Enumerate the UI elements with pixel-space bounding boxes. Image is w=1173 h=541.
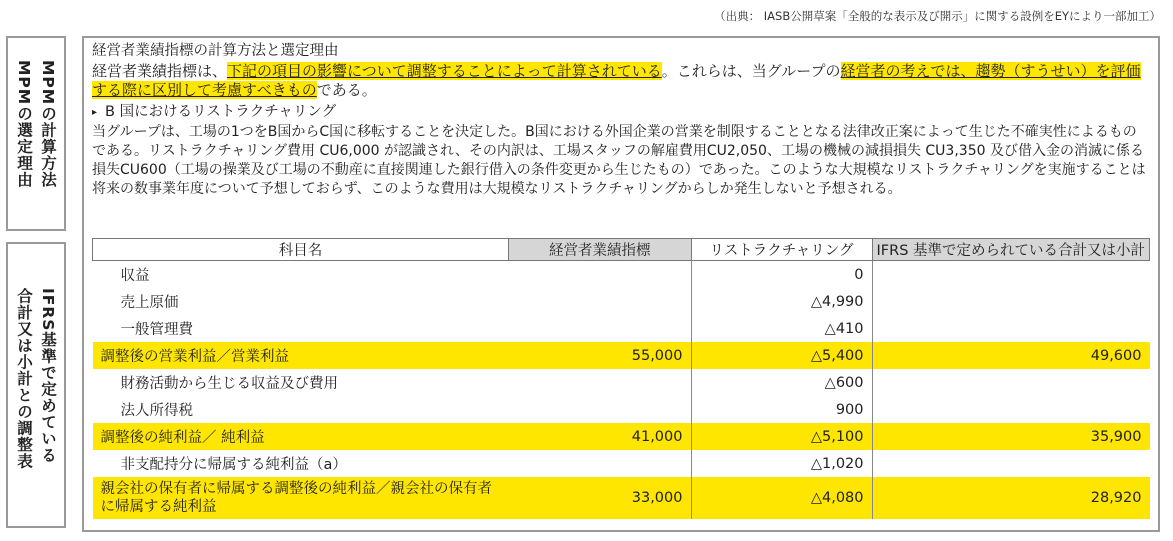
table-row <box>93 288 1150 315</box>
intro-highlight-1: 下記の項目の影響について調整することによって計算されている <box>227 61 662 80</box>
cell-mpm <box>509 396 692 423</box>
side-label-mpm-line2: MPMの選定理由 <box>15 60 33 188</box>
bullet-heading <box>92 103 1150 124</box>
cell-account: 法人所得税 <box>120 403 193 419</box>
side-label-mpm-line1: MPMの計算方法 <box>39 60 57 188</box>
cell-restructuring: △410 <box>691 315 872 342</box>
table-row <box>93 315 1150 342</box>
cell-mpm <box>509 450 692 477</box>
cell-mpm: 41,000 <box>509 423 692 450</box>
intro-text-2: 。これらは、当グループの <box>661 61 841 80</box>
cell-ifrs <box>872 396 1150 423</box>
table-row <box>93 396 1150 423</box>
cell-restructuring: 900 <box>691 396 872 423</box>
cell-account: 非支配持分に帰属する純利益（a） <box>120 457 347 473</box>
cell-account: 売上原価 <box>120 295 179 311</box>
cell-restructuring: △5,100 <box>691 423 872 450</box>
intro-text-1: 経営者業績指標は、 <box>92 61 228 80</box>
explanation-block <box>92 42 1150 199</box>
header-mpm: 経営者業績指標 <box>509 239 692 261</box>
table-row <box>93 369 1150 396</box>
cell-ifrs <box>872 369 1150 396</box>
cell-restructuring: △600 <box>691 369 872 396</box>
cell-ifrs <box>872 261 1150 289</box>
table-row <box>93 261 1150 289</box>
table-body <box>93 261 1150 520</box>
cell-restructuring: 0 <box>691 261 872 289</box>
cell-ifrs <box>872 288 1150 315</box>
cell-restructuring: △4,080 <box>691 477 872 519</box>
header-restructuring: リストラクチャリング <box>691 239 872 261</box>
intro-paragraph <box>92 62 1150 101</box>
cell-ifrs: 49,600 <box>872 342 1150 369</box>
table-header-row <box>93 239 1150 261</box>
table-row <box>93 450 1150 477</box>
side-label-mpm-text <box>12 38 60 188</box>
intro-text-3: である。 <box>316 81 377 99</box>
cell-restructuring: △1,020 <box>691 450 872 477</box>
section-title: 経営者業績指標の計算方法と選定理由 <box>92 43 339 59</box>
cell-account: 収益 <box>120 268 150 284</box>
cell-account: 一般管理費 <box>120 322 193 338</box>
side-label-mpm-method <box>6 36 66 231</box>
side-label-recon-text <box>12 244 60 470</box>
table-row <box>93 477 1150 519</box>
cell-restructuring: △4,990 <box>691 288 872 315</box>
reconciliation-table <box>92 238 1150 519</box>
side-label-reconciliation <box>6 242 66 528</box>
cell-mpm <box>509 261 692 289</box>
cell-ifrs <box>872 450 1150 477</box>
cell-ifrs: 35,900 <box>872 423 1150 450</box>
main-panel <box>82 36 1160 532</box>
header-account: 科目名 <box>93 239 509 261</box>
triangle-bullet-icon: ▸ <box>92 106 98 118</box>
cell-account: 調整後の営業利益／営業利益 <box>93 342 509 369</box>
table-row <box>93 423 1150 450</box>
source-note: （出典： IASB公開草案「全般的な表示及び開示」に関する設例をEYにより一部加工） <box>714 9 1161 23</box>
header-ifrs: IFRS 基準で定められている合計又は小計 <box>872 239 1150 261</box>
intro-highlight-2: 経営者の考えでは、趨勢（すうせい）を評価する際に区別して考慮すべきもの <box>92 61 1141 99</box>
cell-account: 財務活動から生じる収益及び費用 <box>120 376 338 392</box>
bullet-title: B 国におけるリストラクチャリング <box>105 103 337 120</box>
cell-account: 親会社の保有者に帰属する調整後の純利益／親会社の保有者に帰属する純利益 <box>93 477 509 519</box>
side-label-recon-line1: IFRS基準で定めている <box>39 288 57 464</box>
cell-mpm <box>509 369 692 396</box>
body-paragraph: 当グループは、工場の1つをB国からC国に移転することを決定した。B国における外国企業の営業を制限することとなる法律改正案によって生じた不確実性によるものである。リストラクチャリング費用 CU6,000 が認識され、その内訳は、工場スタッフの解雇費用CU2,050、工場の機械の減損損失 CU3,350 及び借入金の消滅に係る損失CU600（工場の操業及び工場の不動産に直接関連した銀行借入の条件変更から生じたもの）であった。このような大規模なリストラクチャリングを実施することは将来の数事業年度について予想しておらず、このような費用は大規模なリストラクチャリングからしか発生しないと予想される。 <box>92 124 1146 197</box>
cell-mpm <box>509 315 692 342</box>
cell-mpm: 33,000 <box>509 477 692 519</box>
cell-mpm <box>509 288 692 315</box>
cell-account: 調整後の純利益／ 純利益 <box>93 423 509 450</box>
side-label-recon-line2: 合計又は小計との調整表 <box>15 288 33 470</box>
cell-restructuring: △5,400 <box>691 342 872 369</box>
cell-ifrs: 28,920 <box>872 477 1150 519</box>
table-row <box>93 342 1150 369</box>
cell-ifrs <box>872 315 1150 342</box>
cell-mpm: 55,000 <box>509 342 692 369</box>
